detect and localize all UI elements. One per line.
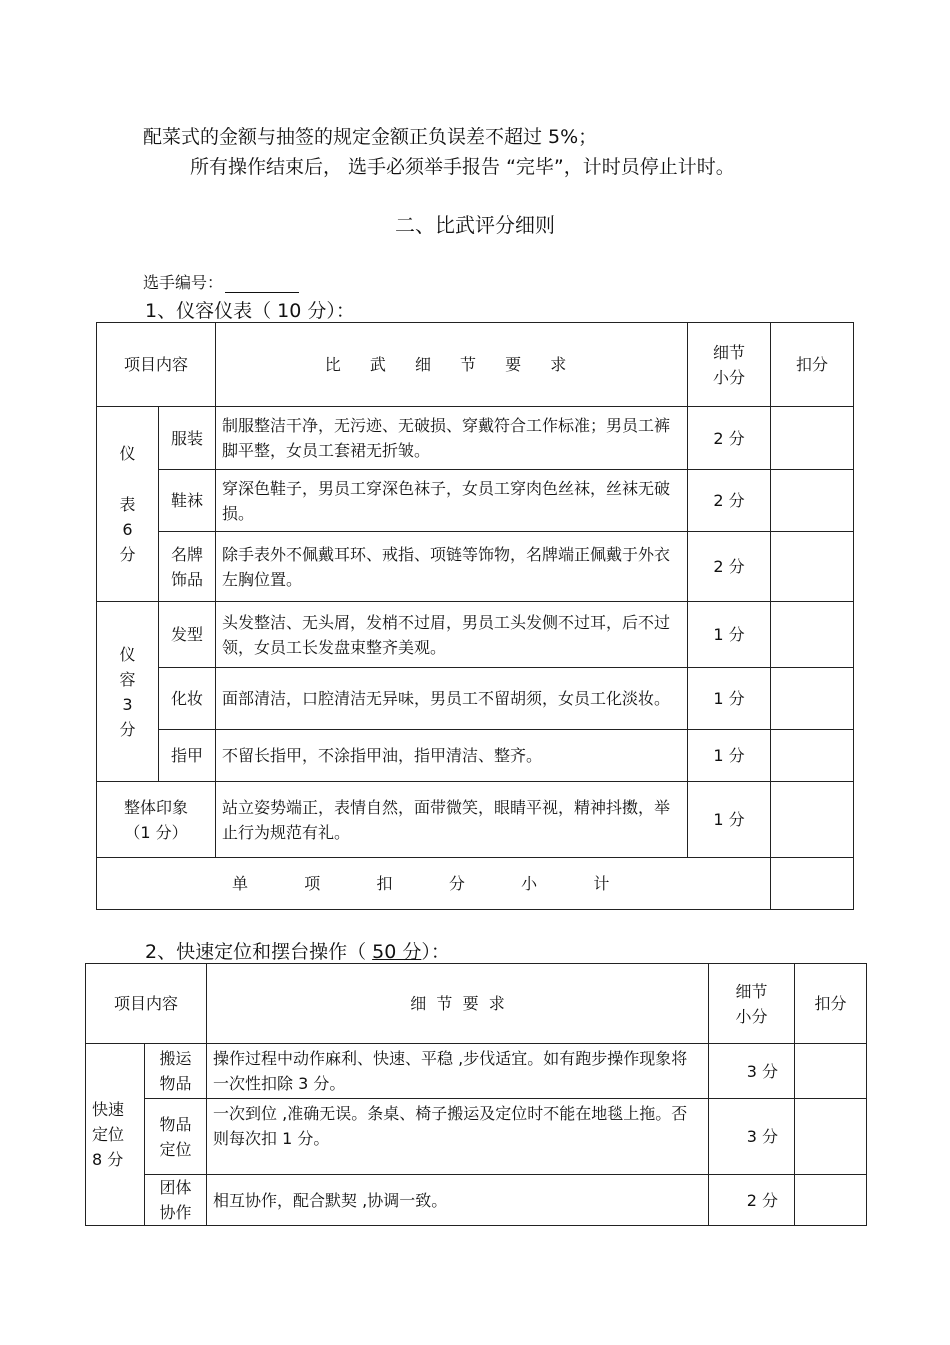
intro-line-1: 配菜式的金额与抽签的规定金额正负误差不超过 5%； bbox=[143, 126, 598, 148]
subtotal-cell[interactable] bbox=[771, 858, 854, 910]
requirement-text: 站立姿势端正，表情自然，面带微笑，眼睛平视，精神抖擞，举止行为规范有礼。 bbox=[216, 782, 688, 858]
requirement-text: 除手表外不佩戴耳环、戒指、项链等饰物，名牌端正佩戴于外衣左胸位置。 bbox=[216, 532, 688, 602]
deduction-cell[interactable] bbox=[771, 532, 854, 602]
deduction-cell[interactable] bbox=[771, 407, 854, 470]
header-item: 项目内容 bbox=[97, 323, 216, 407]
detail-points: 1 分 bbox=[688, 730, 771, 782]
deduction-cell[interactable] bbox=[771, 602, 854, 668]
requirement-text: 相互协作，配合默契 ,协调一致。 bbox=[207, 1175, 709, 1226]
section-2-title: 2、快速定位和摆台操作（ 50 分）： bbox=[145, 941, 450, 963]
player-number-field bbox=[143, 270, 299, 293]
subitem-label: 搬运 物品 bbox=[145, 1044, 207, 1099]
subtotal-row bbox=[97, 858, 854, 910]
subitem-label: 物品 定位 bbox=[145, 1099, 207, 1175]
detail-points: 1 分 bbox=[688, 668, 771, 730]
subitem-label: 团体 协作 bbox=[145, 1175, 207, 1226]
detail-points: 1 分 bbox=[688, 782, 771, 858]
detail-points: 2 分 bbox=[709, 1175, 795, 1226]
subitem-label: 名牌 饰品 bbox=[159, 532, 216, 602]
subitem-label: 指甲 bbox=[159, 730, 216, 782]
overall-impression-label: 整体印象 （1 分） bbox=[97, 782, 216, 858]
subitem-label: 鞋袜 bbox=[159, 470, 216, 532]
setup-score-table bbox=[85, 963, 867, 1226]
grooming-score-table bbox=[96, 322, 854, 910]
detail-points: 3 分 bbox=[709, 1044, 795, 1099]
player-number-blank[interactable] bbox=[225, 276, 299, 293]
deduction-cell[interactable] bbox=[771, 470, 854, 532]
detail-points: 2 分 bbox=[688, 470, 771, 532]
table-row bbox=[97, 782, 854, 858]
detail-points: 2 分 bbox=[688, 407, 771, 470]
header-detail-points: 细节 小分 bbox=[688, 323, 771, 407]
deduction-cell[interactable] bbox=[795, 1099, 867, 1175]
header-deduction: 扣分 bbox=[771, 323, 854, 407]
table-row bbox=[97, 470, 854, 532]
subitem-label: 化妆 bbox=[159, 668, 216, 730]
header-detail-points: 细节 小分 bbox=[709, 964, 795, 1044]
header-deduction: 扣分 bbox=[795, 964, 867, 1044]
deduction-cell[interactable] bbox=[771, 782, 854, 858]
deduction-cell[interactable] bbox=[771, 668, 854, 730]
requirement-text: 制服整洁干净，无污迹、无破损、穿戴符合工作标准；男员工裤脚平整，女员工套裙无折皱。 bbox=[216, 407, 688, 470]
intro-line-2: 所有操作结束后， 选手必须举手报告 “完毕”，计时员停止计时。 bbox=[190, 156, 735, 178]
table-header-row bbox=[97, 323, 854, 407]
requirement-text: 头发整洁、无头屑，发梢不过眉，男员工头发侧不过耳，后不过领，女员工长发盘束整齐美观。 bbox=[216, 602, 688, 668]
table-row bbox=[86, 1044, 867, 1099]
player-number-label: 选手编号： bbox=[143, 273, 224, 292]
section-1-title: 1、仪容仪表（ 10 分）： bbox=[145, 300, 355, 322]
table-row bbox=[86, 1175, 867, 1226]
requirement-text: 一次到位 ,准确无误。条桌、椅子搬运及定位时不能在地毯上拖。否则每次扣 1 分。 bbox=[207, 1099, 709, 1175]
detail-points: 2 分 bbox=[688, 532, 771, 602]
table-header-row bbox=[86, 964, 867, 1044]
category-looks: 仪 容 3 分 bbox=[97, 602, 159, 782]
deduction-cell[interactable] bbox=[795, 1175, 867, 1226]
subitem-label: 发型 bbox=[159, 602, 216, 668]
subitem-label: 服装 bbox=[159, 407, 216, 470]
table-row bbox=[97, 730, 854, 782]
detail-points: 1 分 bbox=[688, 602, 771, 668]
header-requirements: 细 节 要 求 bbox=[207, 964, 709, 1044]
table-row bbox=[97, 532, 854, 602]
category-appearance: 仪 表 6 分 bbox=[97, 407, 159, 602]
table-row bbox=[86, 1099, 867, 1175]
deduction-cell[interactable] bbox=[771, 730, 854, 782]
header-item: 项目内容 bbox=[86, 964, 207, 1044]
requirement-text: 穿深色鞋子，男员工穿深色袜子，女员工穿肉色丝袜，丝袜无破损。 bbox=[216, 470, 688, 532]
header-requirements: 比 武 细 节 要 求 bbox=[216, 323, 688, 407]
subtotal-label: 单 项 扣 分 小 计 bbox=[97, 858, 771, 910]
requirement-text: 不留长指甲，不涂指甲油，指甲清洁、整齐。 bbox=[216, 730, 688, 782]
deduction-cell[interactable] bbox=[795, 1044, 867, 1099]
detail-points: 3 分 bbox=[709, 1099, 795, 1175]
requirement-text: 操作过程中动作麻利、快速、平稳 ,步伐适宜。如有跑步操作现象将一次性扣除 3 分。 bbox=[207, 1044, 709, 1099]
table-row bbox=[97, 602, 854, 668]
page-heading: 二、比武评分细则 bbox=[395, 213, 555, 237]
requirement-text: 面部清洁，口腔清洁无异味，男员工不留胡须，女员工化淡妆。 bbox=[216, 668, 688, 730]
category-quick-positioning: 快速 定位 8 分 bbox=[86, 1044, 145, 1226]
table-row bbox=[97, 668, 854, 730]
table-row bbox=[97, 407, 854, 470]
